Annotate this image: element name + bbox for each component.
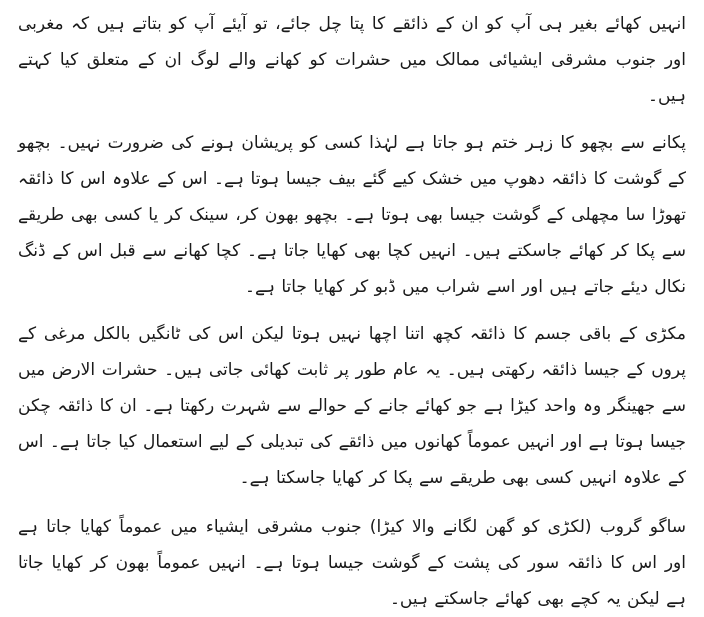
paragraph-scorpion: پکانے سے بچھو کا زہر ختم ہو جاتا ہے لہٰذا کسی کو پریشان ہونے کی ضرورت نہیں۔ بچھو کے گوشت کا ذائقہ دھوپ میں خشک کیے گئے بیف جیسا ہوتا ہے۔ اس کے علاوہ اس کا ذائقہ تھوڑا سا مچھلی کے گوشت جیسا بھی ہوتا ہے۔ بچھو بھون کر، سینک کر یا کسی بھی طریقے سے پکا کر کھائے جاسکتے ہیں۔ انہیں کچا بھی کھایا جاتا ہے۔ کچا کھانے سے قبل اس کے ڈنگ نکال دیئے جاتے ہیں اور اسے شراب میں ڈبو کر کھایا جاتا ہے۔ bbox=[18, 132, 686, 298]
paragraph-spider-cricket: مکڑی کے باقی جسم کا ذائقہ کچھ اتنا اچھا نہیں ہوتا لیکن اس کی ٹانگیں بالکل مرغی کے پروں کے جیسا ذائقہ رکھتی ہیں۔ یہ عام طور پر ثابت کھائی جاتی ہیں۔ حشرات الارض میں سے جھینگر وہ واحد کیڑا ہے جو کھائے جانے کے حوالے سے شہرت رکھتا ہے۔ ان کا ذائقہ چکن جیسا ہوتا ہے اور انہیں عموماً کھانوں میں ذائقے کی تبدیلی کے لیے استعمال کیا جاتا ہے۔ اس کے علاوہ انہیں کسی بھی طریقے سے پکا کر کھایا جاسکتا ہے۔ bbox=[18, 323, 686, 489]
paragraph-sago-grub: ساگو گروب (لکڑی کو گھن لگانے والا کیڑا) جنوب مشرقی ایشیاء میں عموماً کھایا جاتا ہے اور اس کا ذائقہ سور کی پشت کے گوشت جیسا ہوتا ہے۔ انہیں عموماً بھون کر کھایا جاتا ہے لیکن یہ کچے بھی کھائے جاسکتے ہیں۔ bbox=[18, 516, 686, 610]
paragraph-insect-taste-intro: انہیں کھائے بغیر ہی آپ کو ان کے ذائقے کا پتا چل جائے، تو آیئے آپ کو بتاتے ہیں کہ مغربی اور جنوب مشرقی ایشیائی ممالک میں حشرات کو کھانے والے لوگ ان کے متعلق کیا کہتے ہیں۔ bbox=[18, 14, 686, 107]
